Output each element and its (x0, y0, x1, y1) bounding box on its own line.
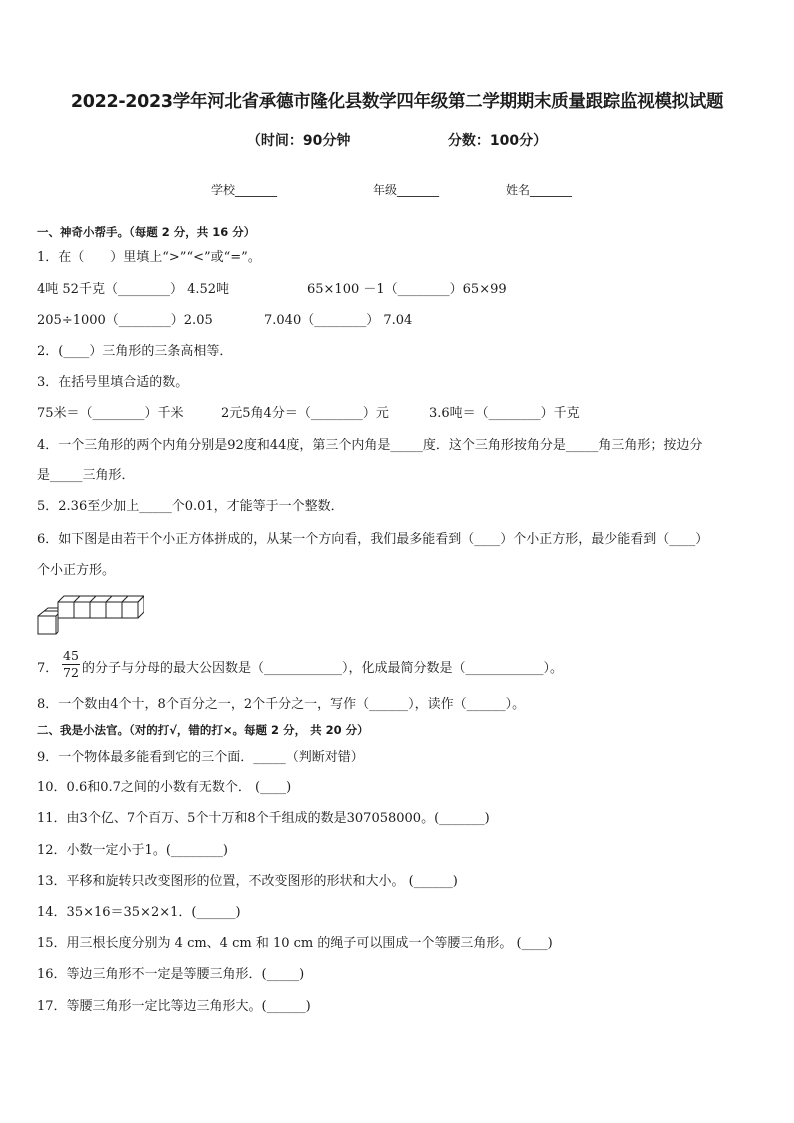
q1-item-c: 205÷1000（________）2.05 (37, 313, 213, 328)
question-14: 14．35×16＝35×2×1．(______) (37, 905, 241, 920)
cube (58, 602, 74, 618)
school-field: 学校_______ (211, 183, 278, 197)
question-15: 15．用三根长度分别为 4 cm、4 cm 和 10 cm 的绳子可以围成一个等腰三角形。 (____) (37, 936, 553, 951)
section-2-heading: 二、我是小法官。（对的打√，错的打×。每题 2 分， 共 20 分） (37, 723, 369, 737)
score-label: 分数：100分） (447, 133, 548, 149)
question-11: 11．由3个亿、7个百万、5个十万和8个千组成的数是307058000。(_______) (37, 811, 490, 826)
grade-field: 年级_______ (373, 183, 440, 197)
question-9: 9．一个物体最多能看到它的三个面．_____（判断对错） (37, 750, 364, 765)
q3-item-a: 75米＝（________）千米 (37, 406, 184, 421)
q7-number: 7． (37, 661, 59, 676)
section-1-heading: 一、神奇小帮手。（每题 2 分，共 16 分） (37, 225, 256, 239)
question-4-continued: 是_____三角形． (37, 468, 135, 483)
question-17: 17．等腰三角形一定比等边三角形大。(______) (37, 999, 311, 1014)
question-16: 16．等边三角形不一定是等腰三角形．(_____) (37, 967, 305, 982)
q1-item-b: 65×100 －1（________）65×99 (307, 282, 507, 297)
q7-text: 的分子与分母的最大公因数是（____________），化成最简分数是（____________）。 (82, 661, 564, 676)
name-field: 姓名_______ (506, 183, 573, 197)
question-1: 1．在（ ）里填上“>”“<”或“=”。 (37, 250, 261, 265)
cube-stack-figure (36, 592, 144, 636)
fraction-denominator: 72 (63, 665, 79, 680)
cube (38, 616, 56, 634)
cube (122, 602, 138, 618)
question-3: 3．在括号里填合适的数。 (37, 375, 189, 390)
fraction-numerator: 45 (63, 648, 79, 663)
exam-meta (0, 130, 794, 150)
question-8: 8．一个数由4个十，8个百分之一，2个千分之一，写作（______），读作（______）。 (37, 697, 526, 712)
exam-title: 2022-2023学年河北省承德市隆化县数学四年级第二学期期末质量跟踪监视模拟试题 (70, 92, 724, 112)
question-12: 12．小数一定小于1。(________) (37, 843, 228, 858)
question-6: 6．如下图是由若干个小正方体拼成的，从某一个方向看，我们最多能看到（____）个小正方形，最少能看到（____） (37, 532, 709, 547)
question-13: 13．平移和旋转只改变图形的位置，不改变图形的形状和大小。 (______) (37, 874, 458, 889)
cube (90, 602, 106, 618)
cube (74, 602, 90, 618)
q1-item-a: 4吨 52千克（________） 4.52吨 (37, 282, 230, 297)
q3-item-c: 3.6吨＝（________）千克 (429, 406, 580, 421)
fraction-45-72 (62, 648, 80, 681)
question-5: 5．2.36至少加上_____个0.01，才能等于一个整数． (37, 499, 344, 514)
question-6-continued: 个小正方形。 (37, 563, 116, 578)
cube (106, 602, 122, 618)
question-2: 2．(____）三角形的三条高相等． (37, 344, 233, 359)
question-4: 4．一个三角形的两个内角分别是92度和44度，第三个内角是_____度．这个三角形按角分是_____角三角形；按边分 (37, 438, 703, 453)
q3-item-b: 2元5角4分＝（________）元 (221, 406, 389, 421)
time-label: （时间：90分钟 (246, 133, 351, 149)
question-10: 10．0.6和0.7之间的小数有无数个． (____) (37, 780, 292, 795)
q1-item-d: 7.040（________） 7.04 (264, 313, 413, 328)
